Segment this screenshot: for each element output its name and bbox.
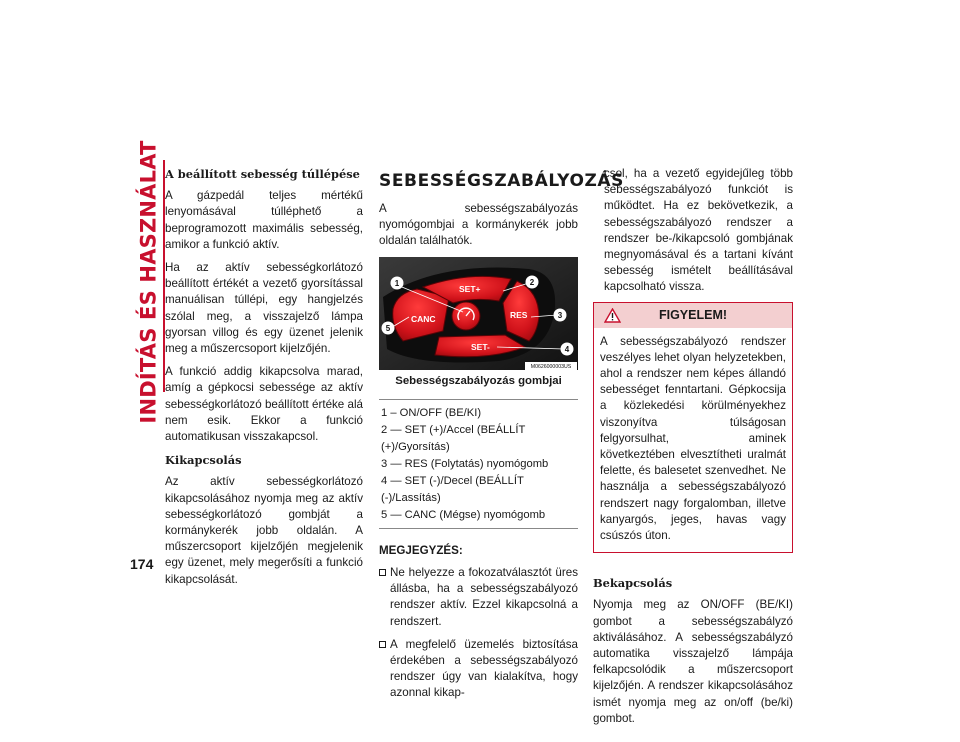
label-canc: CANC xyxy=(411,313,436,324)
legend-item: 3 — RES (Folytatás) nyomógomb xyxy=(381,457,549,470)
paragraph-continuation: csol, ha a vezető egyidejűleg több sebességszabályozó funkciót is működtet. Ha ez bekövetkezik, a sebességszabályozó rendszer a rendszer be-/kikapcsoló gombjának megnyomásával és a tartani kívánt sebesség ismételt beállításával kapcsolható vissza. xyxy=(604,167,793,294)
warning-header xyxy=(594,303,792,328)
note-bullet xyxy=(379,565,578,630)
figure-caption: Sebességszabályozás gombjai xyxy=(395,374,562,387)
heading-disable: Kikapcsolás xyxy=(165,453,242,468)
paragraph: Ha az aktív sebességkorlátozó beállított értékét a vezető gyorsítással manuálisan túllépi, egy hangjelzés szólal meg, a visszajelző lámpa gyorsan villog és egy üzenet jelenik meg a műszercsoport kijelzőjén. xyxy=(165,261,363,356)
warning-title: FIGYELEM! xyxy=(658,308,728,323)
heading-exceed-speed: A beállított sebesség túllépése xyxy=(165,167,360,181)
note-text: A megfelelő üzemelés biztosítása érdekében a sebességszabályozó rendszer úgy van kialakítva, hogy azonnal kikap- xyxy=(390,637,578,700)
page-number: 174 xyxy=(130,556,154,572)
warning-box xyxy=(593,302,793,554)
warning-text: A sebességszabályozó rendszer veszélyes lehet olyan helyzetekben, ahol a rendszer nem képes állandó sebességet fenntartani. Gépkocsija a közlekedési körülményekhez viszonyítva túlságosan felgyorsulhat, aminek következtében elvesztítheti uralmát felette, és balesetet szenvedhet. Ne használja a sebességszabályozó rendszert nagy forgalomban, illetve kanyargós, jeges, havas vagy csúszós úton. xyxy=(600,334,786,543)
label-set-plus: SET+ xyxy=(459,283,481,294)
callout-3: 3 xyxy=(557,310,563,320)
checkbox-bullet-icon xyxy=(379,569,386,576)
legend-item: 4 — SET (-)/Decel (BEÁLLÍT (-)/Lassítás) xyxy=(381,474,524,504)
column-3 xyxy=(593,166,793,734)
label-res: RES xyxy=(510,309,528,320)
label-set-minus: SET- xyxy=(471,341,490,352)
callout-2: 2 xyxy=(529,277,535,287)
column-2 xyxy=(379,166,625,709)
side-chapter-title-text: INDÍTÁS ÉS HASZNÁLAT xyxy=(137,140,162,424)
note-text: Ne helyezze a fokozatválasztót üres állásba, ha a sebességszabályozó rendszer aktív. Ezzel kikapcsolná a rendszert. xyxy=(390,566,578,628)
section-title: SEBESSÉGSZABÁLYOZÁS xyxy=(379,171,625,191)
steering-controls-figure xyxy=(379,257,578,370)
heading-enable: Bekapcsolás xyxy=(593,576,673,591)
paragraph: A gázpedál teljes mértékű lenyomásával túlléphető a beprogramozott maximális sebesség, amikor a funkció aktív. xyxy=(165,189,363,251)
callout-1: 1 xyxy=(394,278,400,288)
paragraph: Nyomja meg az ON/OFF (BE/KI) gombot a sebességszabályzó aktiválásához. A sebességszabályzó automatika visszajelző lámpája felkapcsolódik a műszercsoport kijelzőjén. A rendszer kikapcsolásához ismét nyomja meg az on/off (be/ki) gombot. xyxy=(593,598,793,725)
note-bullet xyxy=(379,637,578,702)
legend-item: 5 — CANC (Mégse) nyomógomb xyxy=(381,508,546,521)
paragraph: A sebességszabályozás nyomógombjai a kormánykerék jobb oldalán találhatók. xyxy=(379,202,578,248)
warning-triangle-icon xyxy=(604,308,621,323)
legend-item: 2 — SET (+)/Accel (BEÁLLÍT (+)/Gyorsítás) xyxy=(381,423,526,453)
checkbox-bullet-icon xyxy=(379,641,386,648)
callout-4: 4 xyxy=(564,344,570,354)
paragraph: Az aktív sebességkorlátozó kikapcsolásához nyomja meg az aktív sebességkorlátozó gombját a kormánykerék jobb oldalán. A műszercsoport kijelzőjén megjelenik egy üzenet, mely megerősíti a funkció kikapcsolását. xyxy=(165,475,363,586)
column-1 xyxy=(165,166,363,595)
legend-item: 1 – ON/OFF (BE/KI) xyxy=(381,406,482,419)
side-chapter-title xyxy=(136,140,162,424)
paragraph: A funkció addig kikapcsolva marad, amíg a gépkocsi sebessége az aktív sebességkorlátozó beállított értéke alá nem esik. Ekkor a funkció automatikusan visszakapcsol. xyxy=(165,365,363,444)
figure-legend xyxy=(379,399,578,529)
callout-5: 5 xyxy=(385,323,391,333)
note-title: MEGJEGYZÉS: xyxy=(379,543,463,557)
figure-code: M0626000003US xyxy=(530,363,572,370)
